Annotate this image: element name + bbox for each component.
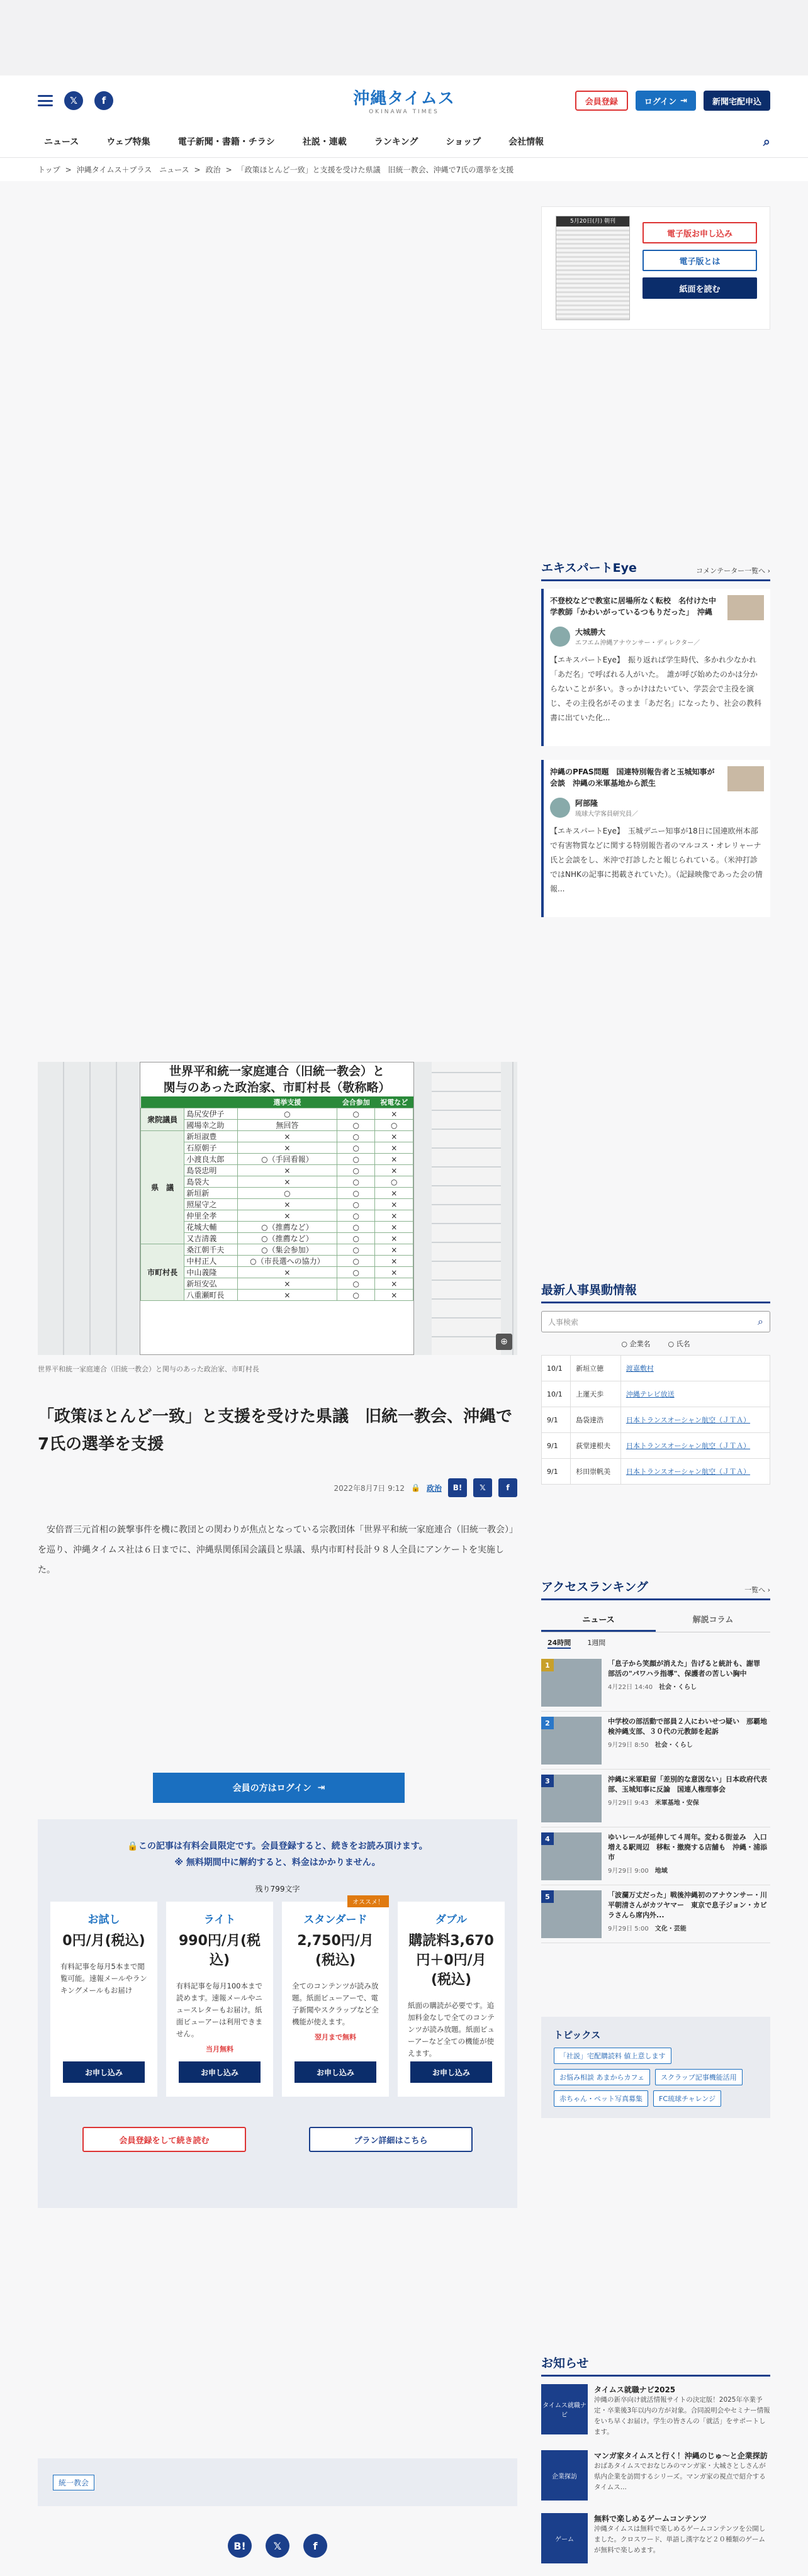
- poster-group-label: 県 議: [141, 1131, 184, 1244]
- article-lead: 安倍晋三元首相の銃撃事件を機に教団との関わりが焦点となっている宗教団体「世界平和統一家庭連合（旧統一教会）」を巡り、沖縄タイムス社は６日までに、沖縄県関係国会議員と県議、県内市町村長計９８人全員にアンケートを実施した。: [38, 1525, 513, 1575]
- poster-mark: ○: [375, 1176, 413, 1188]
- notice-thumbnail[interactable]: タイムス就職ナビ: [541, 2384, 588, 2434]
- rank-number: 5: [541, 1890, 554, 1903]
- poster-name: 島袋忠明: [184, 1165, 237, 1176]
- notice-item[interactable]: [541, 2450, 770, 2501]
- poster-mark: ○: [337, 1233, 375, 1244]
- poster-mark: ○（集会参加）: [237, 1244, 337, 1256]
- topic-chip[interactable]: FC琉球チャレンジ: [653, 2090, 721, 2107]
- poster-mark: ○: [337, 1244, 375, 1256]
- poster-name: 照屋守之: [184, 1199, 237, 1210]
- personnel-company-link[interactable]: 日本トランスオーシャン航空（ＪＴＡ）: [620, 1407, 770, 1433]
- login-button[interactable]: ログイン ⇥: [636, 91, 696, 111]
- personnel-cell: 杉田崇帆美: [571, 1459, 621, 1485]
- notices-title: お知らせ: [541, 2356, 589, 2370]
- topic-chip[interactable]: 赤ちゃん・ペット写真募集: [554, 2090, 648, 2107]
- nav-item-company[interactable]: 会社情報: [508, 137, 544, 147]
- notice-title[interactable]: タイムス就職ナビ2025: [594, 2385, 676, 2394]
- ranking-date: 4月22日 14:40: [608, 1684, 653, 1691]
- tab-1week[interactable]: 1週間: [587, 1639, 606, 1647]
- radio-company[interactable]: ○ 企業名: [621, 1340, 651, 1348]
- poster-mark: ○: [337, 1165, 375, 1176]
- ranking-meta: [608, 1865, 770, 1875]
- signup-continue-button[interactable]: 会員登録をして続き読む: [82, 2127, 246, 2152]
- poster-mark: ×: [375, 1131, 413, 1142]
- plan-description: 紙面の購読が必要です。追加料金なしで全てのコンテンツが読み放題。紙面ビューアーなど全ての機能が使えます。: [408, 2001, 495, 2058]
- facebook-share-icon[interactable]: f: [498, 1478, 517, 1497]
- poster-mark: ○: [337, 1131, 375, 1142]
- plan-description: 全てのコンテンツが読み放題。紙面ビューアーで、電子新聞やスクラップなど全機能が使えます。: [292, 1982, 379, 2026]
- poster-name: 新垣淑豊: [184, 1131, 237, 1142]
- ranking-thumbnail[interactable]: [541, 1775, 602, 1822]
- ranking-title[interactable]: ゆいレールが延伸して４周年。変わる街並み 入口増える駅周辺 移転・撤廃する店舗も 沖縄・浦添市: [608, 1833, 767, 1861]
- poster-mark: ×: [237, 1142, 337, 1154]
- commentator-link[interactable]: コメンテーター一覧へ ›: [696, 567, 770, 575]
- tab-news[interactable]: ニュース: [541, 1608, 656, 1632]
- poster-name: 桑江朝千夫: [184, 1244, 237, 1256]
- expert-thumbnail[interactable]: [727, 766, 764, 791]
- expert-body: 【エキスパートEye】 玉城デニー知事が18日に国連欧州本部で有害物質などに関する特別報告者のマルコス・オレリャーナ氏と会談をし、米沖で打診したと報じられている。（米沖打診ではNHKの記事に掲載されていた）。（記録映像であった会の情報...: [550, 827, 763, 893]
- ranking-meta: [608, 1681, 770, 1691]
- notices-section: [541, 2354, 770, 2576]
- expert-card[interactable]: [541, 760, 770, 917]
- notice-body: 沖縄タイムスは無料で楽しめるゲームコンテンツを公開しました。クロスワード、単語し漢字など２０種類のゲームが無料で楽しめます。: [594, 2525, 766, 2554]
- plan-free-note: 翌月まで無料: [315, 2033, 356, 2041]
- ranking-meta: [608, 1923, 770, 1932]
- site-header: [0, 75, 808, 126]
- tab-columns[interactable]: 解説コラム: [692, 1615, 734, 1625]
- poster-mark: ○: [337, 1199, 375, 1210]
- poster-mark: ○: [337, 1154, 375, 1165]
- ranking-thumbnail[interactable]: [541, 1890, 602, 1938]
- author-name: 阿部隆: [575, 799, 598, 808]
- e-paper-apply-button[interactable]: 電子版お申し込み: [642, 222, 757, 243]
- plan-name: スタンダード: [303, 1914, 368, 1926]
- topics-title: トピックス: [554, 2029, 601, 2041]
- ranking-category[interactable]: 地域: [654, 1868, 668, 1875]
- newspaper-thumbnail[interactable]: [556, 216, 630, 320]
- article-title: 「政策ほとんど一致」と支援を受けた県議 旧統一教会、沖縄で7氏の選挙を支援: [38, 1407, 513, 1454]
- survey-poster: [140, 1062, 414, 1355]
- plan-free-note: 当月無料: [206, 2045, 233, 2053]
- x-icon[interactable]: 𝕏: [266, 2534, 289, 2558]
- personnel-cell: 9/1: [542, 1407, 571, 1433]
- poster-mark: ○: [337, 1222, 375, 1233]
- remaining-chars: 残り799文字: [255, 1885, 300, 1893]
- poster-mark: ×: [237, 1267, 337, 1278]
- poster-mark: ○: [337, 1278, 375, 1290]
- article-login-button[interactable]: 会員の方はログイン ⇥: [153, 1773, 405, 1803]
- lock-icon: 🔒: [127, 1841, 138, 1851]
- poster-mark: ○: [337, 1108, 375, 1120]
- personnel-cell: 9/1: [542, 1433, 571, 1459]
- poster-title-line2: 関与のあった政治家、市町村長（敬称略）: [163, 1081, 391, 1095]
- personnel-cell: 10/1: [542, 1356, 571, 1381]
- rank-number: 4: [541, 1832, 554, 1845]
- e-paper-about-button[interactable]: 電子版とは: [642, 250, 757, 271]
- plan-apply-button[interactable]: お申し込み: [63, 2061, 145, 2083]
- ranking-more-link[interactable]: 一覧へ ›: [744, 1586, 770, 1594]
- plan-details-button[interactable]: プラン詳細はこちら: [309, 2127, 473, 2152]
- poster-mark: ×: [375, 1256, 413, 1267]
- poster-mark: ○: [237, 1188, 337, 1199]
- poster-mark: ○（推薦など）: [237, 1233, 337, 1244]
- expert-title: エキスパートEye: [541, 561, 637, 575]
- ranking-date: 9月29日 8:50: [608, 1742, 649, 1749]
- topic-chip[interactable]: 「社説」宅配購読料 値上意します: [554, 2048, 671, 2064]
- plan-description: 有料記事を毎月100本まで読めます。速報メールやニュースレターもお届け。紙面ビューアーは利用できません。: [176, 1982, 263, 2038]
- poster-group-label: 衆院議員: [141, 1108, 184, 1131]
- nav-item-e-paper[interactable]: 電子新聞・書籍・チラシ: [177, 137, 275, 147]
- plan-card: [282, 1899, 389, 2097]
- article-meta: [334, 1478, 517, 1497]
- personnel-company-link[interactable]: 日本トランスオーシャン航空（ＪＴＡ）: [620, 1459, 770, 1485]
- ranking-title[interactable]: 「息子から笑顔が消えた」告げると統計も、謝罪 部活の"パワハラ指導"、保護者の苦しい胸中: [608, 1659, 767, 1678]
- breadcrumb: トップ > 沖縄タイムス＋プラス ニュース > 政治 > 「政策ほとんど一致」と支援を受けた県議 旧統一教会、沖縄で7氏の選挙を支援: [0, 157, 808, 181]
- e-paper-box: [541, 206, 770, 330]
- ranking-item[interactable]: [541, 1770, 770, 1827]
- poster-name: 新垣新: [184, 1188, 237, 1199]
- topic-chip[interactable]: スクラップ記事機能活用: [655, 2069, 743, 2085]
- plan-card: [398, 1902, 505, 2097]
- personnel-search-input[interactable]: 人事検索 ⌕: [541, 1311, 770, 1332]
- poster-mark: ×: [375, 1278, 413, 1290]
- plan-name: ダブル: [435, 1914, 468, 1926]
- avatar: [550, 627, 570, 647]
- poster-mark: ×: [375, 1210, 413, 1222]
- notice-item[interactable]: [541, 2513, 770, 2563]
- expert-body: 【エキスパートEye】 振り返れば学生時代、多かれ少なかれ「あだ名」で呼ばれる人がいた。 誰が呼び始めたのかは分からないことが多い。きっかけはたいてい、学芸会で主役を演じ、その主役名がそのまま「あだ名」になったり、社会の教科書に出ていた化...: [550, 655, 762, 722]
- rank-number: 1: [541, 1659, 554, 1671]
- poster-mark: ×: [237, 1165, 337, 1176]
- poster-mark: ○: [337, 1210, 375, 1222]
- poster-name: 島袋大: [184, 1176, 237, 1188]
- paper-date: 5月20日(月) 朝刊: [556, 216, 629, 226]
- poster-mark: ○: [337, 1290, 375, 1301]
- top-ad-area: [0, 0, 808, 75]
- x-share-icon[interactable]: 𝕏: [473, 1478, 492, 1497]
- poster-col-telegram: 祝電など: [375, 1096, 413, 1108]
- radio-person[interactable]: ○ 氏名: [668, 1340, 690, 1348]
- poster-mark: ×: [237, 1210, 337, 1222]
- personnel-cell: 島袋達浩: [571, 1407, 621, 1433]
- ranking-date: 9月29日 5:00: [608, 1926, 649, 1932]
- share-bar: [38, 2534, 517, 2558]
- poster-group-label: 市町村長: [141, 1244, 184, 1301]
- personnel-row: [542, 1407, 770, 1433]
- plan-apply-button[interactable]: お申し込み: [295, 2061, 376, 2083]
- logo-text: 沖縄タイムス: [353, 89, 455, 108]
- plan-price: 購読料3,670円＋0円/月(税込): [408, 1933, 494, 1988]
- site-logo[interactable]: [353, 86, 454, 115]
- expert-thumbnail[interactable]: [727, 595, 764, 620]
- expert-card[interactable]: [541, 589, 770, 746]
- topic-chip[interactable]: お悩み相談 あまからカフェ: [554, 2069, 650, 2085]
- nav-item-web-features[interactable]: ウェブ特集: [106, 137, 150, 147]
- poster-name: 島尻安伊子: [184, 1108, 237, 1120]
- personnel-company-link[interactable]: 渡嘉敷村: [620, 1356, 770, 1381]
- recommended-badge: オススメ！: [347, 1895, 389, 1907]
- plan-card: [50, 1902, 157, 2097]
- poster-name: 仲里全孝: [184, 1210, 237, 1222]
- avatar: [550, 798, 570, 818]
- nav-item-ranking[interactable]: ランキング: [374, 137, 418, 147]
- poster-mark: ×: [375, 1165, 413, 1176]
- tab-24h[interactable]: 24時間: [547, 1637, 571, 1649]
- poster-mark: ○: [337, 1120, 375, 1131]
- personnel-table: [541, 1355, 770, 1485]
- topics-box: [541, 2017, 770, 2118]
- category-tag[interactable]: 政治: [426, 1483, 442, 1493]
- poster-name: 又吉清義: [184, 1233, 237, 1244]
- poster-mark: ×: [375, 1244, 413, 1256]
- notice-body: 沖縄の新卒向け就活情報サイトの決定版！2025年卒業予定・卒業後3年以内の方が対象。合同説明会やセミナー情報をいち早くお届け。学生の皆さんの「就活」をサポートします。: [594, 2396, 770, 2436]
- expert-author: [550, 798, 764, 818]
- article-photo[interactable]: [38, 1062, 517, 1355]
- paywall-notice: 🔒この記事は有料会員限定です。会員登録すると、続きをお読み頂けます。: [127, 1841, 428, 1851]
- plan-price: 2,750円/月(税込): [297, 1933, 374, 1968]
- plan-card: [166, 1902, 273, 2097]
- ranking-category[interactable]: 米軍基地・安保: [654, 1800, 699, 1807]
- ranking-category[interactable]: 社会・くらし: [659, 1684, 697, 1691]
- poster-mark: ×: [375, 1108, 413, 1120]
- personnel-cell: 荻堂達根夫: [571, 1433, 621, 1459]
- poster-mark: ×: [237, 1131, 337, 1142]
- poster-name: 中山義隆: [184, 1267, 237, 1278]
- photo-caption: 世界平和統一家庭連合（旧統一教会）と関与のあった政治家、市町村長: [38, 1365, 259, 1373]
- personnel-row: [542, 1356, 770, 1381]
- newspaper-delivery-button[interactable]: 新聞宅配申込: [704, 91, 770, 111]
- plan-apply-button[interactable]: お申し込み: [179, 2061, 261, 2083]
- poster-name: 新垣安弘: [184, 1278, 237, 1290]
- poster-name: 小渡良太郎: [184, 1154, 237, 1165]
- poster-name: 中村正人: [184, 1256, 237, 1267]
- poster-name: 八重瀬町長: [184, 1290, 237, 1301]
- poster-mark: ○: [375, 1120, 413, 1131]
- search-icon[interactable]: ⌕: [763, 134, 770, 149]
- ranking-date: 9月29日 9:43: [608, 1800, 649, 1807]
- expert-article-title[interactable]: 沖縄のPFAS問題 国連特別報告者と玉城知事が会談 沖縄の米軍基地から派生: [550, 767, 715, 788]
- ranking-title: アクセスランキング: [541, 1580, 648, 1594]
- poster-col-meeting: 会合参加: [337, 1096, 375, 1108]
- main-nav: [0, 126, 808, 157]
- poster-mark: ○: [337, 1267, 375, 1278]
- ranking-title[interactable]: 沖縄に米軍駐留「差別的な意図ない」日本政府代表部、玉城知事に反論 国連人権理事会: [608, 1775, 767, 1793]
- personnel-row: [542, 1459, 770, 1485]
- notice-body: おばあタイムスでおなじみのマンガ家・大城さとしさんが県内企業を訪問するシリーズ。マンガ家の視点で紹介するタイムス...: [594, 2462, 766, 2491]
- rank-number: 2: [541, 1717, 554, 1729]
- nav-item-news[interactable]: ニュース: [44, 137, 79, 147]
- plan-name: ライト: [203, 1914, 236, 1926]
- ranking-date: 9月29日 9:00: [608, 1868, 649, 1875]
- ranking-thumbnail[interactable]: [541, 1832, 602, 1880]
- poster-mark: ×: [375, 1154, 413, 1165]
- poster-mark: 無回答: [237, 1120, 337, 1131]
- breadcrumb-politics[interactable]: 政治: [205, 165, 221, 174]
- nav-item-editorials[interactable]: 社説・連載: [302, 137, 347, 147]
- ranking-item[interactable]: [541, 1827, 770, 1885]
- notice-title[interactable]: マンガ家タイムスと行く！沖縄のじゅ〜と企業探訪: [594, 2451, 768, 2460]
- poster-name: 石原朝子: [184, 1142, 237, 1154]
- rank-number: 3: [541, 1775, 554, 1787]
- poster-mark: ×: [237, 1290, 337, 1301]
- personnel-company-link[interactable]: 日本トランスオーシャン航空（ＪＴＡ）: [620, 1433, 770, 1459]
- breadcrumb-top[interactable]: トップ: [38, 165, 60, 174]
- zoom-icon[interactable]: ⊕: [496, 1334, 512, 1350]
- read-paper-button[interactable]: 紙面を読む: [642, 277, 757, 299]
- ranking-meta: [608, 1797, 770, 1807]
- ranking-item[interactable]: [541, 1712, 770, 1770]
- poster-mark: ×: [375, 1188, 413, 1199]
- ranking-title[interactable]: 中学校の部活動で部員２人にわいせつ疑い 那覇地検沖縄支部、３０代の元教師を起訴: [608, 1717, 767, 1736]
- login-icon: ⇥: [680, 96, 687, 106]
- ranking-item[interactable]: [541, 1885, 770, 1943]
- personnel-section: [541, 1281, 770, 1485]
- plan-apply-button[interactable]: お申し込み: [410, 2061, 492, 2083]
- ranking-title[interactable]: 「波瀾万丈だった」戦後沖縄初のアナウンサー・川平朝清さんがカツヤマー 東京で息子ジョン・カビラさんら席内外...: [608, 1891, 767, 1919]
- facebook-icon[interactable]: f: [94, 91, 113, 110]
- notice-title[interactable]: 無料で楽しめるゲームコンテンツ: [594, 2514, 707, 2523]
- poster-mark: ○（推薦など）: [237, 1222, 337, 1233]
- ranking-meta: [608, 1739, 770, 1749]
- poster-mark: ×: [375, 1233, 413, 1244]
- lock-icon: 🔒: [411, 1483, 420, 1492]
- poster-mark: ×: [375, 1142, 413, 1154]
- poster-mark: ○: [337, 1176, 375, 1188]
- poster-mark: ×: [237, 1199, 337, 1210]
- tag-unification-church[interactable]: 統一教会: [53, 2475, 94, 2490]
- personnel-cell: 10/1: [542, 1381, 571, 1407]
- poster-title-line1: 世界平和統一家庭連合（旧統一教会）と: [169, 1064, 384, 1078]
- logo-subtext: OKINAWA TIMES: [369, 109, 439, 115]
- expert-article-title[interactable]: 不登校などで教室に居場所なく転校 名付けた中学教師「かわいがっているつもりだった」 沖縄: [550, 596, 717, 616]
- personnel-cell: 上運天歩: [571, 1381, 621, 1407]
- facebook-icon[interactable]: f: [303, 2534, 327, 2558]
- poster-mark: ○: [237, 1108, 337, 1120]
- x-social-icon[interactable]: 𝕏: [64, 91, 83, 110]
- member-register-button[interactable]: 会員登録: [575, 91, 628, 111]
- plan-price: 0円/月(税込): [62, 1933, 145, 1949]
- poster-name: 花城大輔: [184, 1222, 237, 1233]
- poster-mark: ×: [237, 1176, 337, 1188]
- poster-mark: ○: [337, 1188, 375, 1199]
- login-arrow-icon: ⇥: [317, 1783, 325, 1793]
- personnel-title: 最新人事異動情報: [541, 1283, 637, 1297]
- ranking-item[interactable]: [541, 1654, 770, 1712]
- ranking-thumbnail[interactable]: [541, 1717, 602, 1765]
- poster-col-election: 選挙支援: [237, 1096, 337, 1108]
- personnel-cell: 新垣立徳: [571, 1356, 621, 1381]
- poster-mark: ○: [337, 1256, 375, 1267]
- personnel-row: [542, 1381, 770, 1407]
- author-role: エフエム沖縄アナウンサー・ディレクター／: [575, 640, 700, 647]
- paywall: [38, 1819, 517, 2208]
- poster-table: [140, 1096, 413, 1301]
- plan-description: 有料記事を毎月5本まで閲覧可能。速報メールやランキングメールもお届け: [60, 1962, 147, 1995]
- personnel-company-link[interactable]: 沖縄テレビ放送: [620, 1381, 770, 1407]
- personnel-cell: 9/1: [542, 1459, 571, 1485]
- notice-thumbnail[interactable]: 企業探訪: [541, 2450, 588, 2501]
- poster-mark: ×: [375, 1267, 413, 1278]
- expert-author: [550, 627, 764, 647]
- hatena-icon[interactable]: B!: [228, 2534, 252, 2558]
- poster-mark: ×: [375, 1199, 413, 1210]
- author-role: 琉球大学客員研究員／: [575, 811, 638, 818]
- personnel-row: [542, 1433, 770, 1459]
- search-icon[interactable]: ⌕: [758, 1315, 763, 1327]
- poster-mark: ○: [337, 1142, 375, 1154]
- breadcrumb-current: 「政策ほとんど一致」と支援を受けた県議 旧統一教会、沖縄で7氏の選挙を支援: [237, 165, 514, 174]
- ranking-category[interactable]: 社会・くらし: [654, 1742, 693, 1749]
- notice-item[interactable]: [541, 2384, 770, 2438]
- nav-item-shop[interactable]: ショップ: [446, 137, 481, 147]
- notice-thumbnail[interactable]: ゲーム: [541, 2513, 588, 2563]
- plan-name: お試し: [87, 1914, 120, 1926]
- poster-mark: ×: [375, 1290, 413, 1301]
- ranking-category[interactable]: 文化・芸能: [654, 1926, 687, 1932]
- expert-eye: [541, 559, 770, 931]
- poster-mark: ○（市長選への協力）: [237, 1256, 337, 1267]
- author-name: 大城勝大: [575, 628, 606, 637]
- breadcrumb-news[interactable]: 沖縄タイムス＋プラス ニュース: [76, 165, 189, 174]
- poster-name: 國場幸之助: [184, 1120, 237, 1131]
- ranking-thumbnail[interactable]: [541, 1659, 602, 1707]
- poster-mark: ×: [375, 1222, 413, 1233]
- access-ranking: [541, 1578, 770, 1943]
- paywall-notice2: ※ 無料期間中に解約すると、料金はかかりません。: [174, 1858, 381, 1868]
- plan-price: 990円/月(税込): [178, 1933, 261, 1968]
- article-tags: [38, 2458, 517, 2506]
- menu-icon[interactable]: [38, 95, 53, 106]
- article-date: 2022年8月7日 9:12: [334, 1483, 405, 1493]
- poster-mark: ×: [237, 1278, 337, 1290]
- poster-mark: ○（手回看報）: [237, 1154, 337, 1165]
- hatena-bookmark-icon[interactable]: B!: [448, 1478, 467, 1497]
